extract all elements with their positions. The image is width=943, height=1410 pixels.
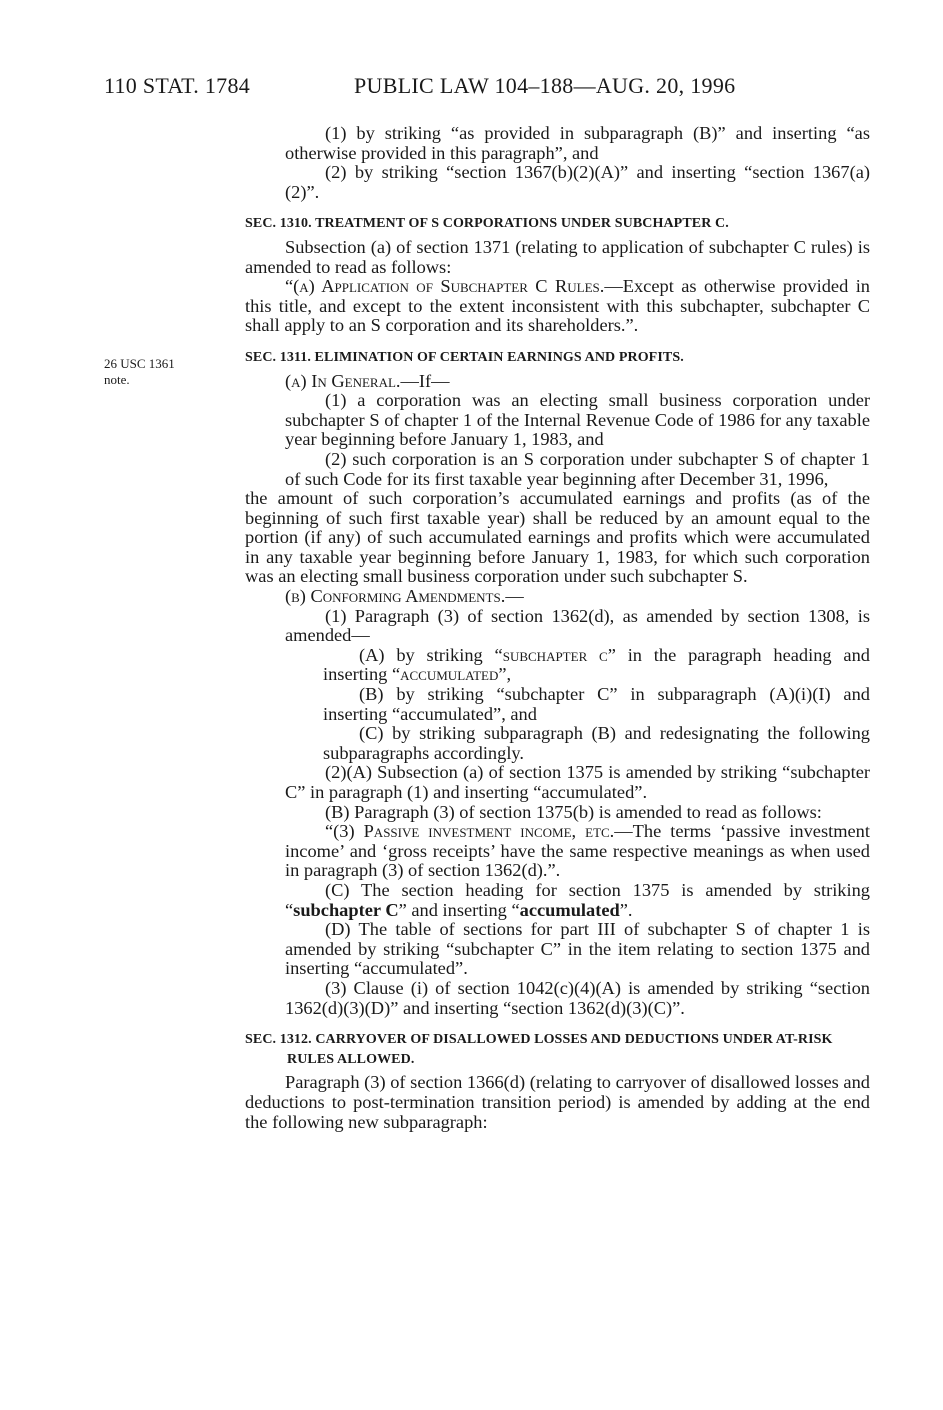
subsection-a-heading: (a) In General. xyxy=(285,370,401,391)
b1A-text-3: ”, xyxy=(498,664,512,685)
margin-note-label: note. xyxy=(104,372,130,387)
paragraph-b2D: (D) The table of sections for part III of subchapter S of chapter 1 is amended by striking “subchapter C” in the item relating to section 1375 and inserting “accumulated”. xyxy=(285,919,870,979)
b1A-small-caps-1: subchapter c xyxy=(502,644,608,665)
subsection-a xyxy=(245,372,870,392)
page-body xyxy=(245,124,870,1132)
section-1310-quote xyxy=(245,277,870,336)
b2C-bold-1: subchapter C xyxy=(293,899,399,920)
paragraph-b3: (3) Clause (i) of section 1042(c)(4)(A) is amended by striking “section 1362(d)(3)(D)” and inserting “section 1362(d)(3)(C)”. xyxy=(285,977,870,1018)
margin-note xyxy=(104,356,175,388)
b2C-text-3: ”. xyxy=(619,899,633,920)
paragraph-2: (2) by striking “section 1367(b)(2)(A)” and inserting “section 1367(a)(2)”. xyxy=(285,162,870,202)
section-1310-heading: SEC. 1310. TREATMENT OF S CORPORATIONS UNDER SUBCHAPTER C. xyxy=(245,216,729,232)
b1A-small-caps-2: accumulated xyxy=(400,664,499,685)
section-1310-quote-heading: “(a) Application of Subchapter C Rules. xyxy=(285,276,605,297)
paragraph-b1A xyxy=(323,646,870,685)
b2C-bold-2: accumulated xyxy=(519,899,620,920)
b2C-text-1: (C) The section heading for section 1375 is amended by striking “ xyxy=(285,879,870,920)
paragraph-b2B-quote xyxy=(285,822,870,881)
paragraph-b2C xyxy=(285,881,870,920)
subsection-b xyxy=(245,587,870,607)
margin-note-citation: 26 USC 1361 xyxy=(104,356,175,371)
running-head: PUBLIC LAW 104–188—AUG. 20, 1996 xyxy=(354,73,736,98)
b2C-text-2: ” and inserting “ xyxy=(398,899,520,920)
paragraph-b1B: (B) by striking “subchapter C” in subparagraph (A)(i)(I) and inserting “accumulated”, and xyxy=(323,684,870,724)
section-1312-text: Paragraph (3) of section 1366(d) (relating to carryover of disallowed losses and deductions to post-termination transition period) is amended by adding at the end the following new subparagraph: xyxy=(245,1072,870,1132)
section-1311-heading: SEC. 1311. ELIMINATION OF CERTAIN EARNINGS AND PROFITS. xyxy=(245,349,684,365)
paragraph-b2A: (2)(A) Subsection (a) of section 1375 is amended by striking “subchapter C” in paragraph (1) and inserting “accumulated”. xyxy=(285,762,870,802)
paragraph-b2B: (B) Paragraph (3) of section 1375(b) is amended to read as follows: xyxy=(325,801,822,822)
b1A-text-1: (A) by striking “ xyxy=(359,644,503,665)
paragraph-a2: (2) such corporation is an S corporation under subchapter S of chapter 1 of such Code for its first taxable year beginning after December 31, 1996, xyxy=(285,448,870,489)
section-1310-text: Subsection (a) of section 1371 (relating to application of subchapter C rules) is amended to read as follows: xyxy=(245,236,870,277)
paragraph-b1C: (C) by striking subparagraph (B) and redesignating the following subparagraphs accordingly. xyxy=(323,723,870,763)
section-1310-quote-text: —Except as otherwise provided in this title, and except to the extent inconsistent with this subchapter, subchapter C shall apply to an S corporation and its shareholders.”. xyxy=(245,276,870,336)
subsection-b-heading: (b) Conforming Amendments. xyxy=(285,586,506,607)
b2B-quote-text: —The terms ‘passive investment income’ and ‘gross receipts’ have the same respective meanings as when used in paragraph (3) of section 1362(d).”. xyxy=(285,821,870,881)
paragraph-1: (1) by striking “as provided in subparagraph (B)” and inserting “as otherwise provided in this paragraph”, and xyxy=(285,123,870,163)
paragraph-a1: (1) a corporation was an electing small business corporation under subchapter S of chapter 1 of the Internal Revenue Code of 1986 for any taxable year beginning before January 1, 1983, and xyxy=(285,390,870,450)
subsection-a-text: —If— xyxy=(400,370,450,391)
subsection-b-text: — xyxy=(505,586,524,607)
flush-text: the amount of such corporation’s accumulated earnings and profits (as of the beginning of such first taxable year) shall be reduced by an amount equal to the portion (if any) of such accumulated earnings and profits which were accumulated in any taxable year beginning before January 1, 1983, for which such corporation was an electing small business corporation under such subchapter S. xyxy=(245,488,870,587)
b2B-quote-heading: “(3) Passive investment income, etc. xyxy=(325,821,615,842)
b1A-text-2: ” in the paragraph heading and inserting “ xyxy=(323,644,870,685)
page-stat-number: 110 STAT. 1784 xyxy=(104,73,251,98)
paragraph-b1: (1) Paragraph (3) of section 1362(d), as amended by section 1308, is amended— xyxy=(285,605,870,646)
section-1312-heading: SEC. 1312. CARRYOVER OF DISALLOWED LOSSES AND DEDUCTIONS UNDER AT-RISK RULES ALLOWED. xyxy=(245,1032,833,1067)
